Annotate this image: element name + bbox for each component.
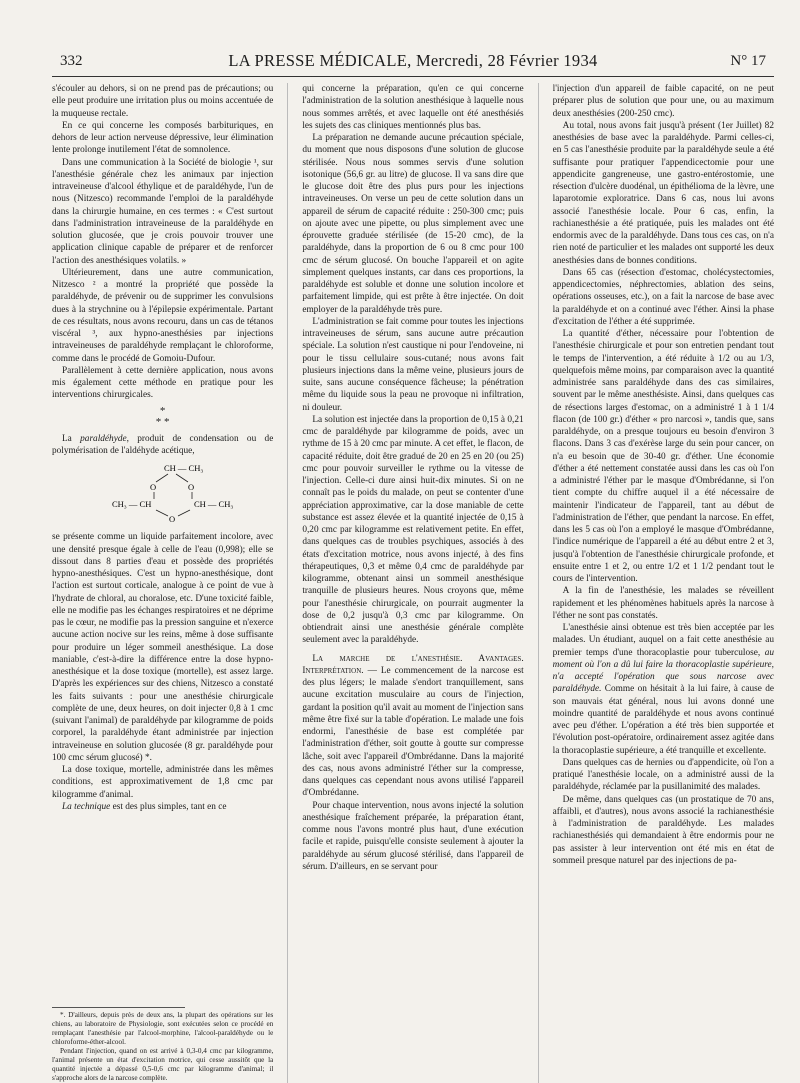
paragraph: qui concerne la préparation, qu'en ce qui concerne l'administration de la solution anesthésique à laquelle nous nous sommes arrêtés, et avec laquelle ont été anesthésiés les sujets des cas cliniques mentionnés plus bas. <box>302 84 524 131</box>
article-columns <box>52 83 774 1083</box>
section-separator: * * * <box>155 404 170 428</box>
column-1 <box>52 83 273 1083</box>
paragraph: La quantité d'éther, nécessaire pour l'obtention de l'anesthésie chirurgicale et pour son entretien pendant tout le temps de l'intervention, a été réduite à 1/2 ou au 1/3, quelquefois même moins, par comparaison avec la quantité administrée sans paraldéhyde dans des cas similaires, souvent par le même anesthésiste. Ainsi, dans quelques cas de résections larges d'estomac, on a administré 1 à 1 1/4 flacon (de 100 gr.) d'éther « pro narcosi », tandis que, sans paraldéhyde, on a presque toujours eu besoin d'environ 3 flacons. Dans 3 cas d'exérèse large du sein pour cancer, on n'a eu besoin que de 30-40 gr. d'éther. Une économie d'éther a été nettement constatée aussi dans les cas où l'on a administré l'éther par le masque d'Ombrédanne, si l'on tient compte du chiffre auquel il a été nécessaire de maintenir l'indicateur de l'appareil, tant au début de l'administration de l'éther, que pendant la narcose. En effet, dans les 5 cas où l'on a employé le masque d'Ombrédanne, l'indice numérique de l'appareil a été au début entre 2 et 3, jusqu'à l'obtention de l'anesthésie chirurgicale profonde, et ensuite entre 1 et 2, ou entre 1/2 et 1 1/2 pendant tout le cours de l'intervention. <box>552 329 774 584</box>
page-number: 332 <box>60 53 83 69</box>
paragraph: La technique est des plus simples, tant en ce <box>62 801 227 812</box>
paragraph: Dans 65 cas (résection d'estomac, cholécystectomies, appendicectomies, néphrectomies, ablation des seins, opérations osseuses, etc.), on a fait la narcose de base avec la paraldéhyde et on a continué avec l'éther. Ainsi la phase d'excitation de l'éther a été supprimée. <box>552 267 774 327</box>
paragraph: La marche de l'anesthésie. Avantages. Interprétation. — Le commencement de la narcose est des plus légers; le malade s'endort tranquillement, sans aucune excitation musculaire au cours de l'injection, gardant la position qu'il avait au moment de l'injection sans même être fixé sur la table d'opération. Le malade une fois endormi, l'anesthésie de base est complétée par l'administration d'éther, soit goutte à goutte sur compresse lâche, soit avec l'appareil d'Ombrédanne. Dans la majorité des cas, nous avons administré l'éther sur la compresse, dans quelques cas cependant nous avons utilisé l'appareil d'Ombrédanne. <box>302 653 524 799</box>
formula-top: CH — CH₃ <box>164 463 204 473</box>
column-3 <box>553 83 774 1083</box>
journal-title: LA PRESSE MÉDICALE, Mercredi, 28 Février 1934 <box>228 51 598 70</box>
footnote: *. D'ailleurs, depuis près de deux ans, la plupart des opérations sur les chiens, au laboratoire de Physiologie, sont exécutées selon ce procédé en remplaçant l'anesthésie par l'alcool-morphine, l'alcool-paraldéhyde ou le chloroforme-éther-alcool. <box>52 1011 274 1046</box>
footnote-rule <box>52 1007 185 1008</box>
paragraph: La préparation ne demande aucune précaution spéciale, du moment que nous disposons d'une solution de glucose stérilisée. Nous nous sommes servis d'une solution isotonique (56,6 gr. au litre) de glucose. Il va sans dire que le glucose doit être des plus purs pour les injections intraveineuses. On verse un peu de cette solution dans un appareil de sérum de capacité réduite : 250-300 cmc; puis on ajoute avec une pipette, ou plus simplement avec une éprouvette graduée stérilisée (de 15-20 cmc), de la paraldéhyde, dans la proportion de 6 ou 8 cmc pour 100 cmc de sérum glucosé. On bouche l'appareil et on agite simplement quelques instants, car dans ces proportions, la paraldéhyde est soluble et donne une solution incolore et parfaitement limpide, qui est prête à être injectée. On doit employer de la paraldéhyde très pure. <box>302 133 524 315</box>
column-2 <box>302 83 523 1083</box>
paragraph: La solution est injectée dans la proportion de 0,15 à 0,21 cmc de paraldéhyde par kilogramme de poids, avec un rythme de 15 à 20 cmc par minute. A cet effet, le flacon, de capacité réduite, doit être gradué de 20 en 25 en 20 (ou 25) cmc pour pouvoir surveiller le rythme ou la vitesse de l'injection. Celle-ci dure ainsi huit-dix minutes. Si on ne connaît pas le poids du malade, on peut se contenter d'une appréciation approximative, car la dose maniable de cette substance est assez élevée et la quantité injectée de 0,15 à 0,20 cmc par kilogramme est relativement petite. En effet, dans quelques cas de troubles psychiques, associés à des états d'excitation motrice, nous avons injecté, à des fins thérapeutiques, 0,3 et même 0,4 cmc de paraldéhyde par kilogramme, obtenant ainsi un sommeil anesthésique tranquille de plusieurs heures. Nous croyons que, même pour l'anesthésie chirurgicale, on pourrait augmenter la dose de 0,2 jusqu'à 0,3 cmc par kilogramme. On obtiendrait ainsi une anesthésie générale complète seulement avec la paraldéhyde. <box>302 414 524 646</box>
paraldehyde-formula <box>112 461 262 523</box>
paragraph: Dans une communication à la Société de biologie ¹, sur l'anesthésie générale chez les animaux par injection intraveineuse d'alcool éthylique et de paraldéhyde, l'un de nous (Nitzesco) recommande l'emploi de la paraldéhyde dans la chirurgie humaine, en ces termes : « C'est surtout dans l'administration intraveineuse de la paraldéhyde en solution glucosée, que je crois pouvoir trouver une application clinique capable de préparer et de renforcer l'action des anesthésiques volatils. » <box>52 157 274 266</box>
section-heading: La marche de l'anesthésie. Avantages. Interprétation. <box>302 653 524 676</box>
paragraph: De même, dans quelques cas (un prostatique de 70 ans, affaibli, et d'autres), nous avons associé la rachianesthésie à l'administration de paraldéhyde. Les malades rachianesthésiés qui demandaient à être endormis pour ne pas assister à leur intervention ont été mis en état de sommeil presque naturel par des injections de pa- <box>552 794 774 866</box>
formula-o-left: O <box>150 482 157 492</box>
paragraph: En ce qui concerne les composés barbituriques, en dehors de leur action nerveuse dépressive, leur élimination lente prolonge inutilement l'état de somnolence. <box>52 120 274 156</box>
footnote: Pendant l'injection, quand on est arrivé à 0,3-0,4 cmc par kilogramme, l'animal présente un état d'excitation motrice, qui cesse aussitôt que la quantité injectée a dépassé 0,5-0,6 cmc par kilogramme d'animal; il s'approche alors de la narcose complète. <box>52 1047 274 1082</box>
paragraph: s'écouler au dehors, si on ne prend pas de précautions; ou elle peut produire une irritation plus ou moins accentuée de la muqueuse rectale. <box>52 84 274 119</box>
paragraph: Parallèlement à cette dernière application, nous avons mis également cette méthode en pratique pour les interventions chirurgicales. <box>52 365 274 401</box>
formula-right: CH — CH₃ <box>194 499 234 509</box>
paragraph: se présente comme un liquide parfaitement incolore, avec une densité presque égale à celle de l'eau (0,998); elle se dissout dans 8 parties d'eau et possède des propriétés hypno-anesthésiques. C'est un hypno-anesthésique, dont l'action est surtout corticale, analogue à ce point de vue à l'hydrate de chloral, au choralose, etc. D'une toxicité faible, elle ne modifie pas les échanges respiratoires et ne déprime pas le cœur, ne modifie pas la pression sanguine et n'exerce aucune action nocive sur les reins, même à dose suffisante pour produire un léger sommeil anesthésique. La dose maniable, c'est-à-dire la différence entre la dose hypno-anesthésique et la dose toxique (mortelle), est assez large. D'après les expériences sur des chiens, Nitzesco a constaté les faits suivants : pour une anesthésie chirurgicale complète de une, deux heures, on doit injecter 0,8 à 1 cmc (suivant l'animal) de paraldéhyde par kilogramme de poids corporel, la paraldéhyde étant administrée par injection intraveineuse en solution glucosée (8 gr. paraldéhyde pour 100 cmc sérum glucosé) *. <box>52 532 274 763</box>
page-header <box>52 46 774 77</box>
paragraph: La paraldéhyde, produit de condensation ou de polymérisation de l'aldéhyde acétique, <box>52 433 274 456</box>
formula-left: CH₃ — CH <box>112 499 152 509</box>
paragraph: Au total, nous avons fait jusqu'à présent (1er Juillet) 82 anesthésies de base avec la paraldéhyde. Parmi celles-ci, en 5 cas l'anesthésie produite par la paraldéhyde seule a été suffisante pour pratiquer l'appendicectomie pour une appendicite gangreneuse, une gastro-entérostomie, une résection d'ulcère duodénal, un épithélioma de la lèvre, une laparotomie exploratrice. Dans 6 cas, nous lui avons associé l'anesthésie locale. Pour 6 cas, enfin, la rachianesthésie a été pratiquée, puis les malades ont été endormis avec de la paraldéhyde. Dans tous ces cas, on n'a rien noté de particulier et les malades ont supporté les deux anesthésies dans de bonnes conditions. <box>552 120 774 266</box>
footnotes <box>52 1007 273 1083</box>
column-divider <box>538 83 539 1083</box>
issue-number: N° 17 <box>730 53 766 69</box>
paragraph: La dose toxique, mortelle, administrée dans les mêmes conditions, est approximativement de 1,8 cmc par kilogramme d'animal. <box>52 765 274 800</box>
paragraph: Dans quelques cas de hernies ou d'appendicite, où l'on a pratiqué l'anesthésie locale, on a administré aussi de la paraldéhyde, réclamée par la pusillanimité des malades. <box>552 757 774 793</box>
formula-o-right: O <box>188 482 195 492</box>
paragraph: L'anesthésie ainsi obtenue est très bien acceptée par les malades. Un étudiant, auquel on a fait cette anesthésie au premier temps d'une thoracoplastie pour tuberculose, au moment où l'on a dû lui faire la thoracoplastie supérieure, n'a accepté l'opération que sous narcose avec paraldéhyde. Comme on hésitait à la lui faire, à cause de son mauvais état général, nous lui avons donné une moindre quantité de paraldéhyde et nous avons continué avec peu d'éther. L'opération a été très bien supportée et l'évolution post-opératoire, ordinairement assez agitée dans la thoracoplastie supérieure, a été tranquille et excellente. <box>552 623 774 756</box>
paragraph: Pour chaque intervention, nous avons injecté la solution anesthésique fraîchement préparée, la préparation étant, comme nous l'avons montré plus haut, d'une exécution facile et rapide, puisqu'elle consiste seulement à ajouter la paraldéhyde au sérum glucosé stérilisé, dans l'appareil de sérum. D'ailleurs, en se servant pour <box>302 800 524 872</box>
paragraph: L'administration se fait comme pour toutes les injections intraveineuses de sérum, sans aucune autre précaution spéciale. La solution n'est caustique ni pour l'endoveine, ni pour le tissu cellulaire sous-cutané; nous avons fait plusieurs injections dans la même veine, plusieurs jours de suite, sans aucune conséquence fâcheuse; la pénétration même du liquide sous la peau ne provoque ni infiltration, ni douleur. <box>302 316 524 413</box>
paragraph: l'injection d'un appareil de faible capacité, on ne peut préparer plus de solution que pour une, ou au maximum deux anesthésies (200-250 cmc). <box>552 84 774 119</box>
paragraph: A la fin de l'anesthésie, les malades se réveillent rapidement et les phénomènes habituels après la narcose à l'éther ne sont pas constatés. <box>552 586 774 621</box>
formula-o-bottom: O <box>169 514 176 523</box>
paragraph: Ultérieurement, dans une autre communication, Nitzesco ² a montré la propriété que possède la paraldéhyde, de prévenir ou de supprimer les convulsions dues à la strychnine ou à l'épilepsie expérimentale. Partant de ces résultats, nous avons recouru, dans un cas de tétanos viscéral ³, aux hypno-anesthésies par injections intraveineuses de paraldéhyde remplaçant le chloroforme, comme dans le procédé de Gomoiu-Dufour. <box>52 267 274 364</box>
column-divider <box>287 83 288 1083</box>
